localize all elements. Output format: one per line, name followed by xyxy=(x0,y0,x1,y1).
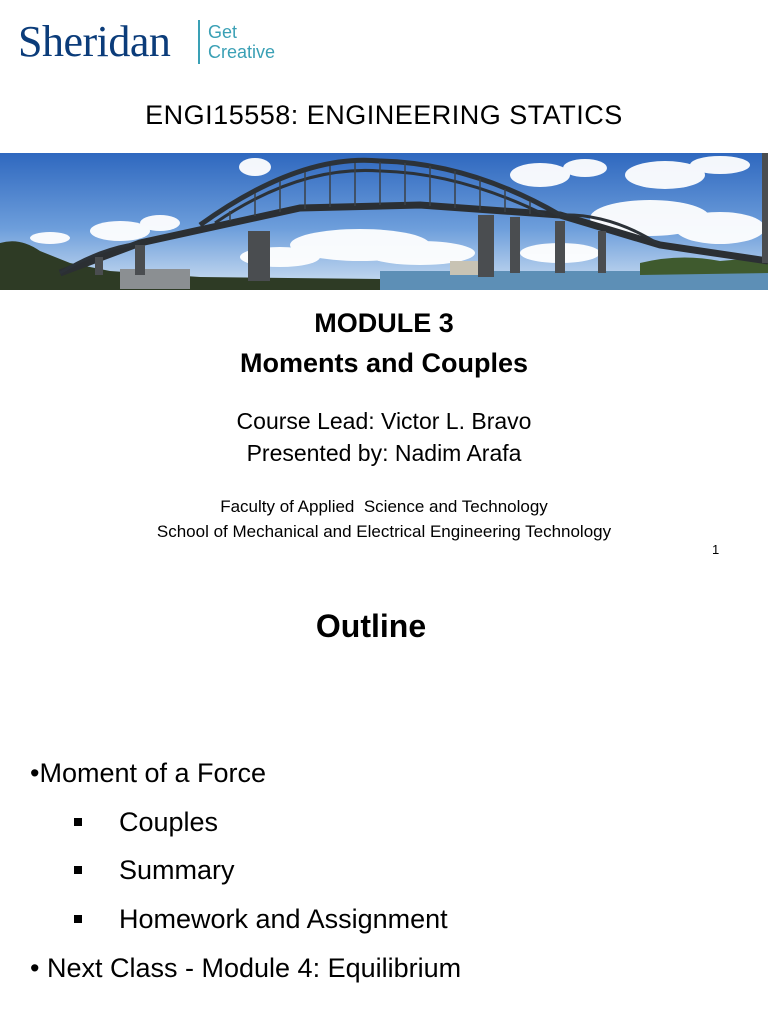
outline-slide xyxy=(0,580,768,1024)
square-bullet-icon xyxy=(74,915,82,923)
logo-divider xyxy=(198,20,200,64)
list-item: Summary xyxy=(119,855,235,885)
logo-wordmark: Sheridan xyxy=(18,17,171,66)
bullet-icon: • xyxy=(30,758,40,788)
school-name: School of Mechanical and Electrical Engineering Technology xyxy=(156,522,612,541)
bullet-icon: • xyxy=(30,953,40,983)
list-item: Homework and Assignment xyxy=(119,904,448,934)
list-item: Couples xyxy=(119,807,219,837)
square-bullet-icon xyxy=(74,866,82,874)
presenter: Presented by: Nadim Arafa xyxy=(246,440,522,466)
faculty-name: Faculty of Applied Science and Technology xyxy=(220,497,548,516)
module-title: Moments and Couples xyxy=(239,348,529,378)
course-lead: Course Lead: Victor L. Bravo xyxy=(236,408,532,434)
outline-title: Outline xyxy=(315,608,427,644)
list-item: • Next Class - Module 4: Equilibrium xyxy=(30,953,462,983)
bridge-banner-image xyxy=(0,153,768,290)
module-heading xyxy=(0,303,768,383)
course-title: ENGI15558: ENGINEERING STATICS xyxy=(145,100,623,130)
logo-tagline: Get Creative xyxy=(208,22,276,62)
faculty-info xyxy=(0,494,768,544)
square-bullet-icon xyxy=(74,818,82,826)
list-item: •Moment of a Force xyxy=(30,758,267,788)
page-number: 1 xyxy=(712,542,720,557)
module-number: MODULE 3 xyxy=(314,308,454,338)
presenter-info xyxy=(0,405,768,469)
